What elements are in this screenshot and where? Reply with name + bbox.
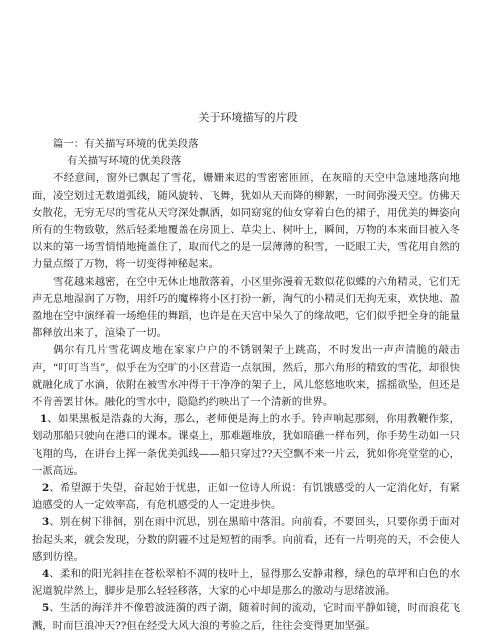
list-item-number: 1	[40, 413, 48, 426]
list-item	[32, 600, 460, 634]
sub-heading: 有关描写环境的优美段落	[67, 155, 182, 168]
list-item-text: 、生活的海洋并不像碧波涟漪的西子湖，随着时间的流动，它时而平静如镜，时而浪花飞溅，时而巨浪冲天??但在经受大风大浪的考验之后，往往会变得更加坚强。	[32, 602, 460, 632]
paragraph: 不经意间，窗外已飘起了雪花，姗姗来迟的雪密密匝匝，在灰暗的天空中急速地落向地面，凌空划过无数道弧线，随风旋转、飞舞，犹如从天而降的柳絮，一时间弥漫天空。仿佛天女散花，无穷无尽的雪花从天穹深处飘洒，如同窈窕的仙女穿着白色的裙子，用优美的舞姿向所有的生物致敬，然后轻柔地覆盖在房顶上、草尖上、树叶上，瞬间，万物的本来面目被入冬以来的第一场雪悄悄地掩盖住了，取而代之的是一层薄薄的积雪，一眨眼工夫，雪花用自然的力量点缀了万物，将一切变得神秘起来。	[32, 172, 460, 271]
list-item-number: 2	[42, 482, 50, 495]
list-item-number: 3	[42, 516, 50, 529]
list-item	[32, 566, 460, 600]
paragraph: 雪花越来越密，在空中无休止地散落着，小区里弥漫着无数似花似蝶的六角精灵，它们无声无息地湿润了万物，用纤巧的魔棒将小区打扮一新，淘气的小精灵们无拘无束，欢快地、盈盈地在空中演绎着一场绝佳的舞蹈，也许是在天宫中呆久了的缘故吧，它们似乎把全身的能量都释放出来了，渲染了一切。	[32, 275, 460, 340]
list-item-text: 、柔和的阳光斜挂在苍松翠柏不凋的枝叶上，显得那么安静肃穆，绿色的草坪和白色的水泥道貌岸然上，脚步是那么轻轻移落，大家的心中却是那么的激动与思绪波涌。	[32, 568, 460, 598]
list-item	[32, 480, 460, 514]
list-item-text: 、如果黑板是浩淼的大海，那么，老师便是海上的水手。铃声响起那刻，你用教鞭作浆，划动那船只驶向在港口的课本。课桌上，那难题堆放，犹如暗礁一样布列，你手势生动如一只飞翔的鸟，在讲台上挥一条优美弧线——船只穿过??天空飘不来一片云，犹如你亮堂堂的心，一派高远。	[32, 413, 460, 477]
section-heading: 篇一：有关描写环境的优美段落	[53, 138, 199, 150]
list-item	[32, 411, 460, 480]
document-body	[32, 136, 460, 635]
list-item	[32, 514, 460, 566]
list-item-text: 、希望源于失望，奋起始于忧患，正如一位诗人所说：有饥饿感受的人一定消化好，有紧迫感受的人一定效率高，有危机感受的人一定进步快。	[32, 482, 460, 512]
paragraph: 偶尔有几片雪花调皮地在家家户户的不锈钢架子上跳高，不时发出一声声清脆的敲击声，“叮叮当当”，似乎在为空旷的小区营造一点氛围，然后，那六角形的精致的雪花，却很快就融化成了水滴，依附在被雪水冲得干干净净的架子上，风儿悠悠地吹来，摇摇欲坠，但还是不肯善罢甘休。融化的雪水中，隐隐约约映出了一个清新的世界。	[32, 344, 460, 409]
list-item-number: 4	[42, 568, 50, 581]
document-title: 关于环境描写的片段	[198, 111, 298, 124]
list-item-number: 5	[42, 602, 50, 615]
list-item-text: 、别在树下徘徊，别在雨中沉思，别在黑暗中落泪。向前看，不要回头，只要你勇于面对抬起头来，就会发现，分数的阴霾不过是短暂的雨季。向前看，还有一片明亮的天，不会使人感到彷徨。	[32, 516, 460, 563]
